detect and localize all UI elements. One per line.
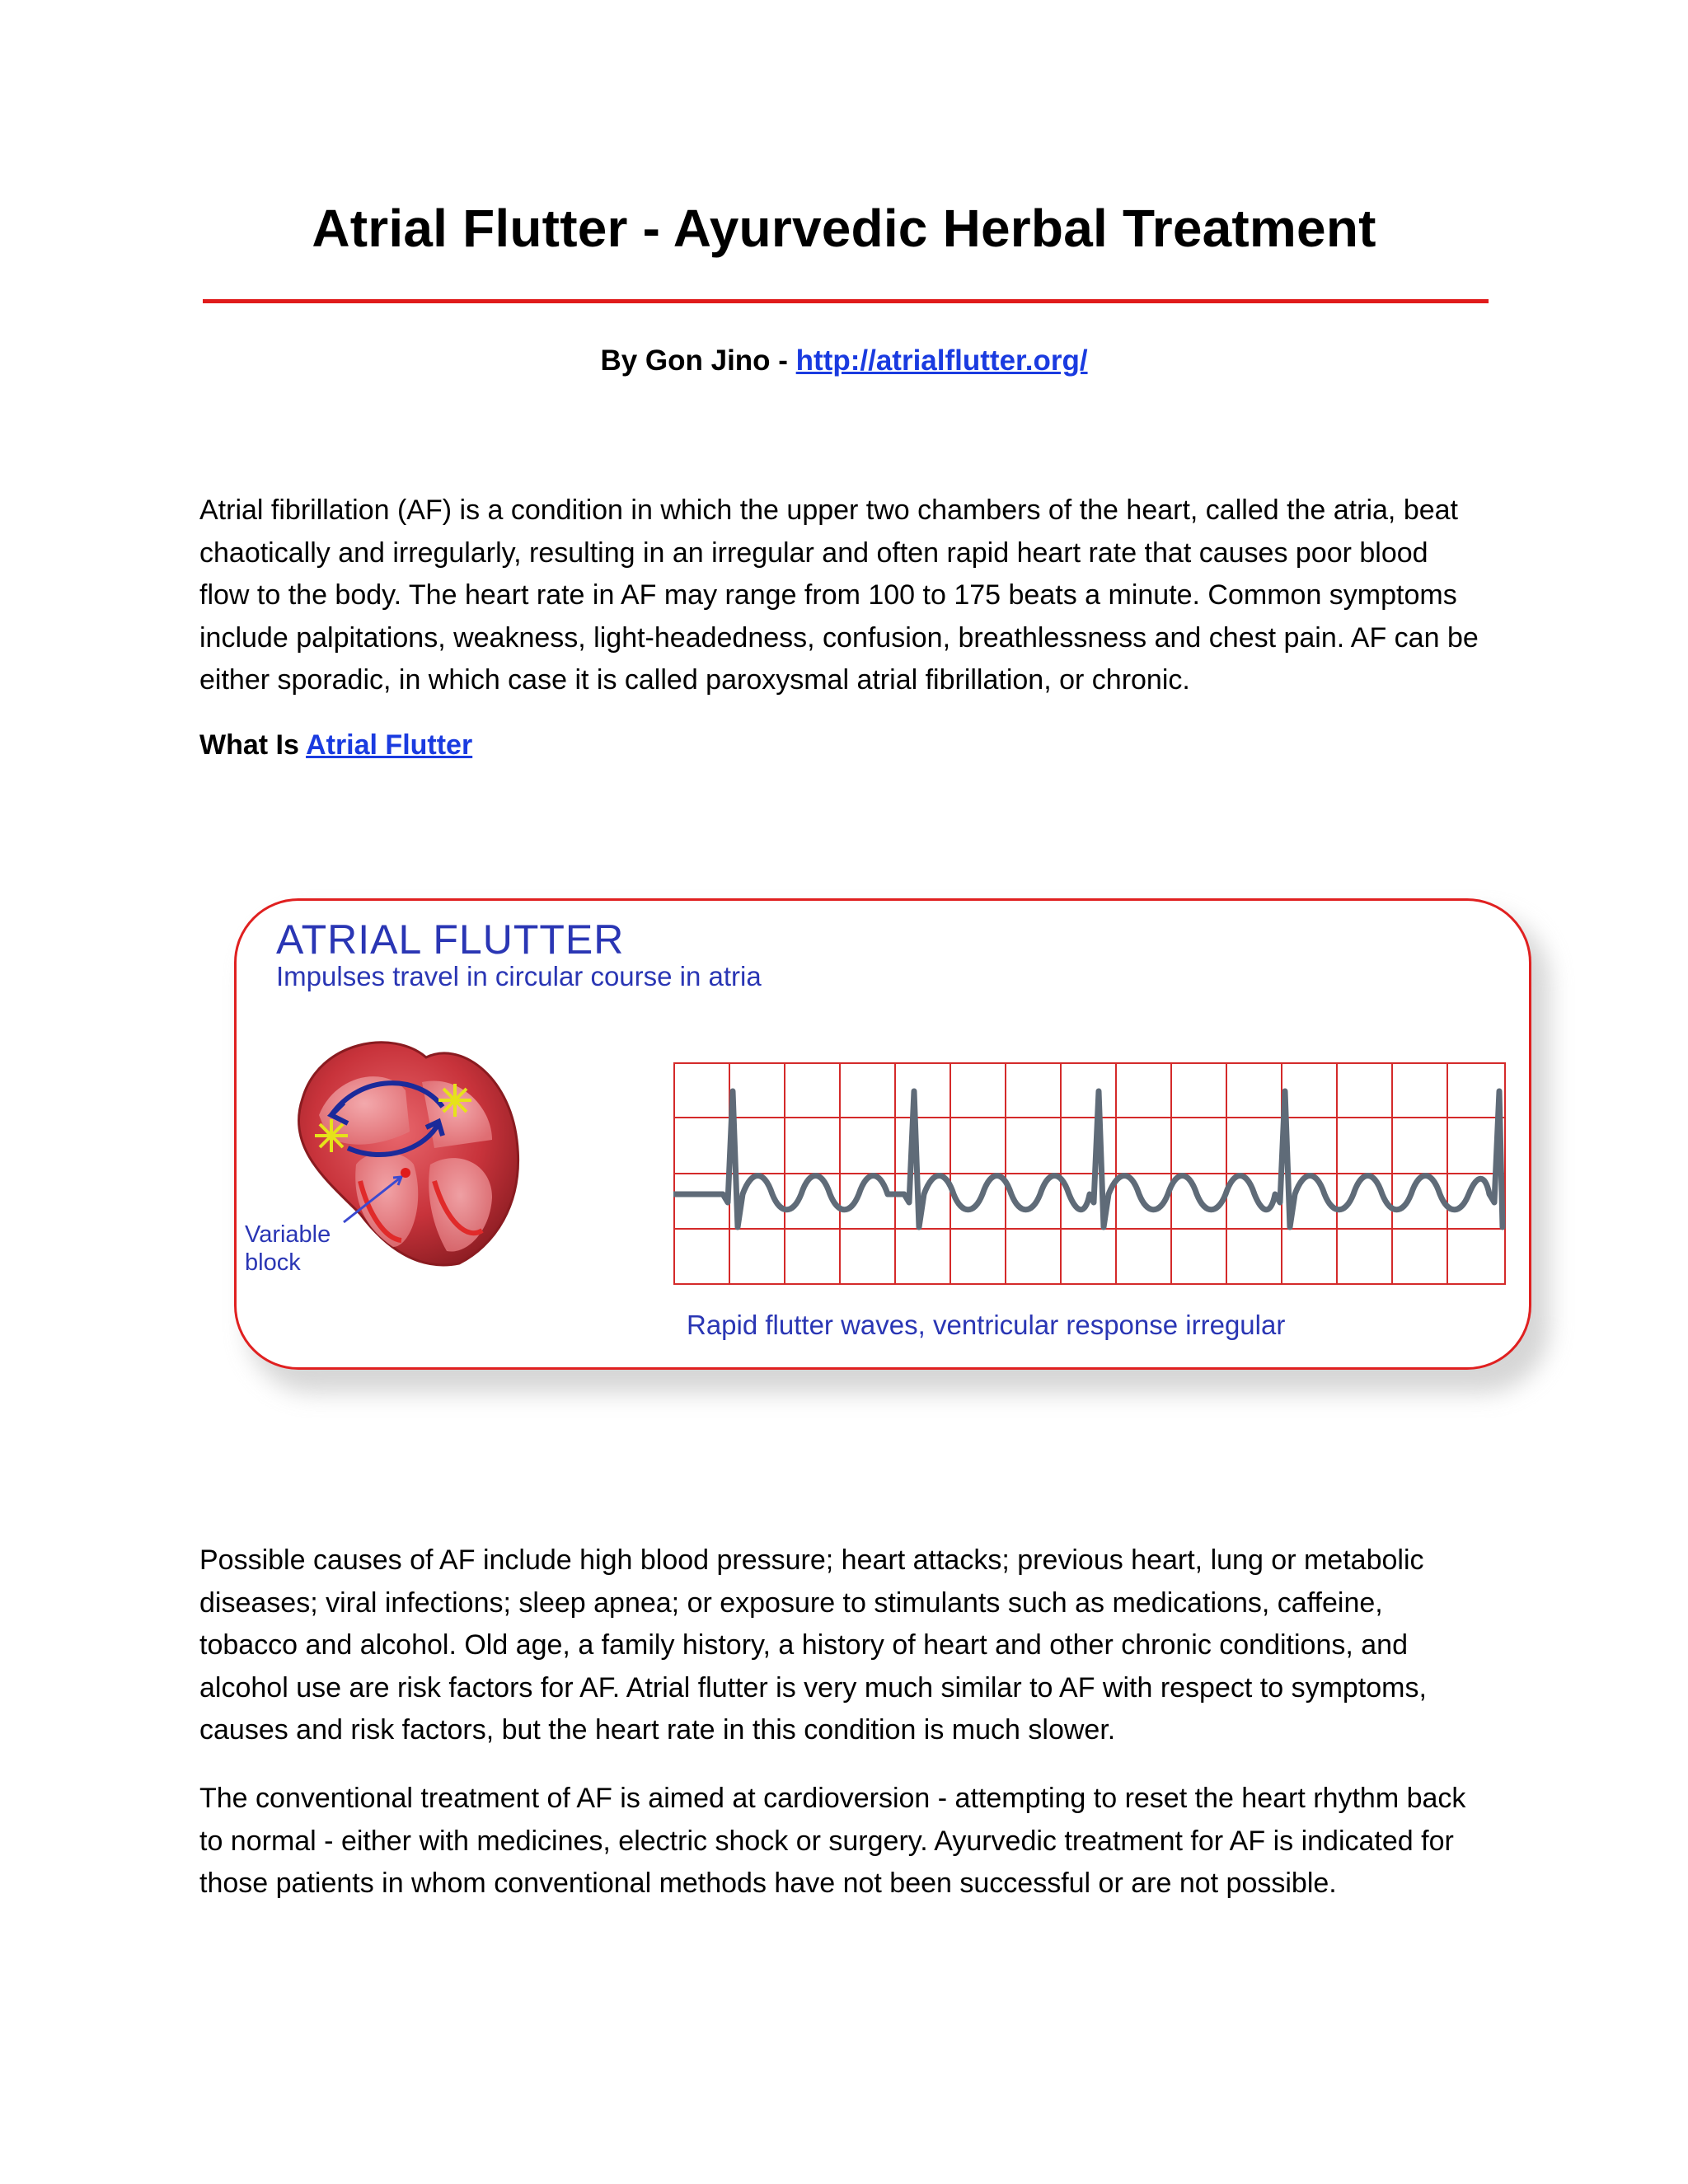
atrial-flutter-link[interactable]: Atrial Flutter <box>306 729 473 761</box>
paragraph-treatment: The conventional treatment of AF is aimed at cardioversion - attempting to reset the heart rhythm back to normal - either with medicines, electric shock or surgery. Ayurvedic treatment for AF is indicated for those patients in whom conventional methods have not been successful or are not possible. <box>199 1783 1466 1899</box>
figure-caption: Rapid flutter waves, ventricular response irregular <box>687 1310 1286 1340</box>
paragraph-causes: Possible causes of AF include high blood pressure; heart attacks; previous heart, lung or metabolic diseases; viral infections; sleep apnea; or exposure to stimulants such as medications, caffeine, tobacco and alcohol. Old age, a family history, a history of heart and other chronic conditions, and alcohol use are risk factors for AF. Atrial flutter is very much similar to AF with respect to symptoms, causes and risk factors, but the heart rate in this condition is much slower. <box>199 1544 1427 1746</box>
atrial-flutter-figure <box>234 898 1531 1370</box>
byline <box>0 344 1688 377</box>
figure-subtitle: Impulses travel in circular course in atria <box>276 961 762 991</box>
paragraph-intro: Atrial fibrillation (AF) is a condition in which the upper two chambers of the heart, called the atria, beat chaotically and irregularly, resulting in an irregular and often rapid heart rate that causes poor blood flow to the body. The heart rate in AF may range from 100 to 175 beats a minute. Common symptoms include palpitations, weakness, light-headedness, confusion, breathlessness and chest pain. AF can be either sporadic, in which case it is called paroxysmal atrial fibrillation, or chronic. <box>199 494 1479 696</box>
figure-title: ATRIAL FLUTTER <box>276 916 625 963</box>
variable-block-label-line2: block <box>245 1249 301 1276</box>
ecg-strip-icon <box>673 1062 1506 1286</box>
section-heading-prefix: What Is <box>199 729 307 761</box>
title-divider <box>203 299 1489 303</box>
byline-link[interactable]: http://atrialflutter.org/ <box>795 344 1088 377</box>
byline-author: By Gon Jino - <box>600 344 796 377</box>
section-heading <box>199 729 472 762</box>
variable-block-label-line1: Variable <box>245 1221 331 1248</box>
variable-block-label <box>245 1221 331 1277</box>
page-title: Atrial Flutter - Ayurvedic Herbal Treatment <box>312 199 1376 258</box>
